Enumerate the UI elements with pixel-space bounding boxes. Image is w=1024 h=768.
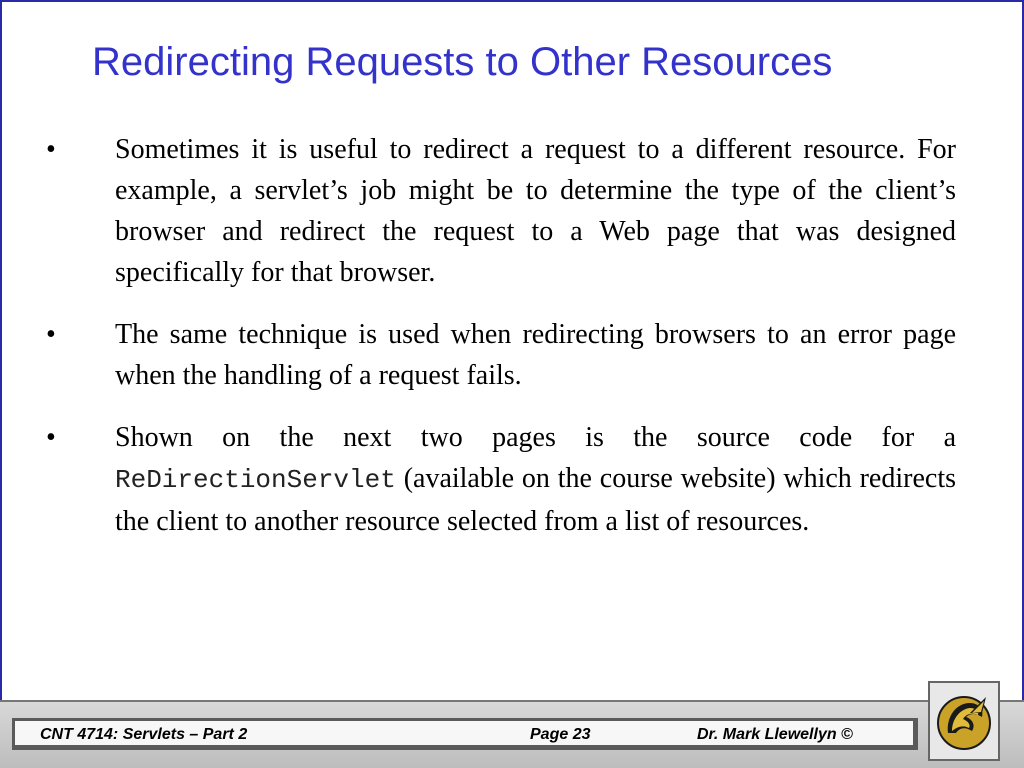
slide-title: Redirecting Requests to Other Resources (92, 40, 833, 84)
bullet-item (46, 314, 956, 396)
bullet-list (46, 129, 956, 563)
footer-course: CNT 4714: Servlets – Part 2 (40, 726, 248, 743)
logo-frame (928, 681, 1000, 761)
bullet-item (46, 417, 956, 542)
pegasus-logo-icon (930, 683, 998, 759)
bullet-marker: • (46, 422, 56, 453)
bullet-text: Shown on the next two pages is the source code for a (115, 422, 956, 453)
bullet-text: The same technique is used when redirecting browsers to an error page when the handling of a request fails. (115, 319, 956, 391)
bullet-text: Sometimes it is useful to redirect a request to a different resource. For example, a servlet’s job might be to determine the type of the client’s browser and redirect the request to a Web page that was designed specifically for that browser. (115, 134, 956, 288)
footer-page-number: Page 23 (530, 726, 591, 743)
bullet-marker: • (46, 134, 56, 165)
bullet-item (46, 129, 956, 293)
bullet-marker: • (46, 319, 56, 350)
footer-author: Dr. Mark Llewellyn © (697, 726, 853, 743)
code-class-name: ReDirectionServlet (115, 465, 396, 495)
bullet-text: (available on the course website) which redirects the client to another resource selected from a list of resources. (115, 463, 956, 537)
